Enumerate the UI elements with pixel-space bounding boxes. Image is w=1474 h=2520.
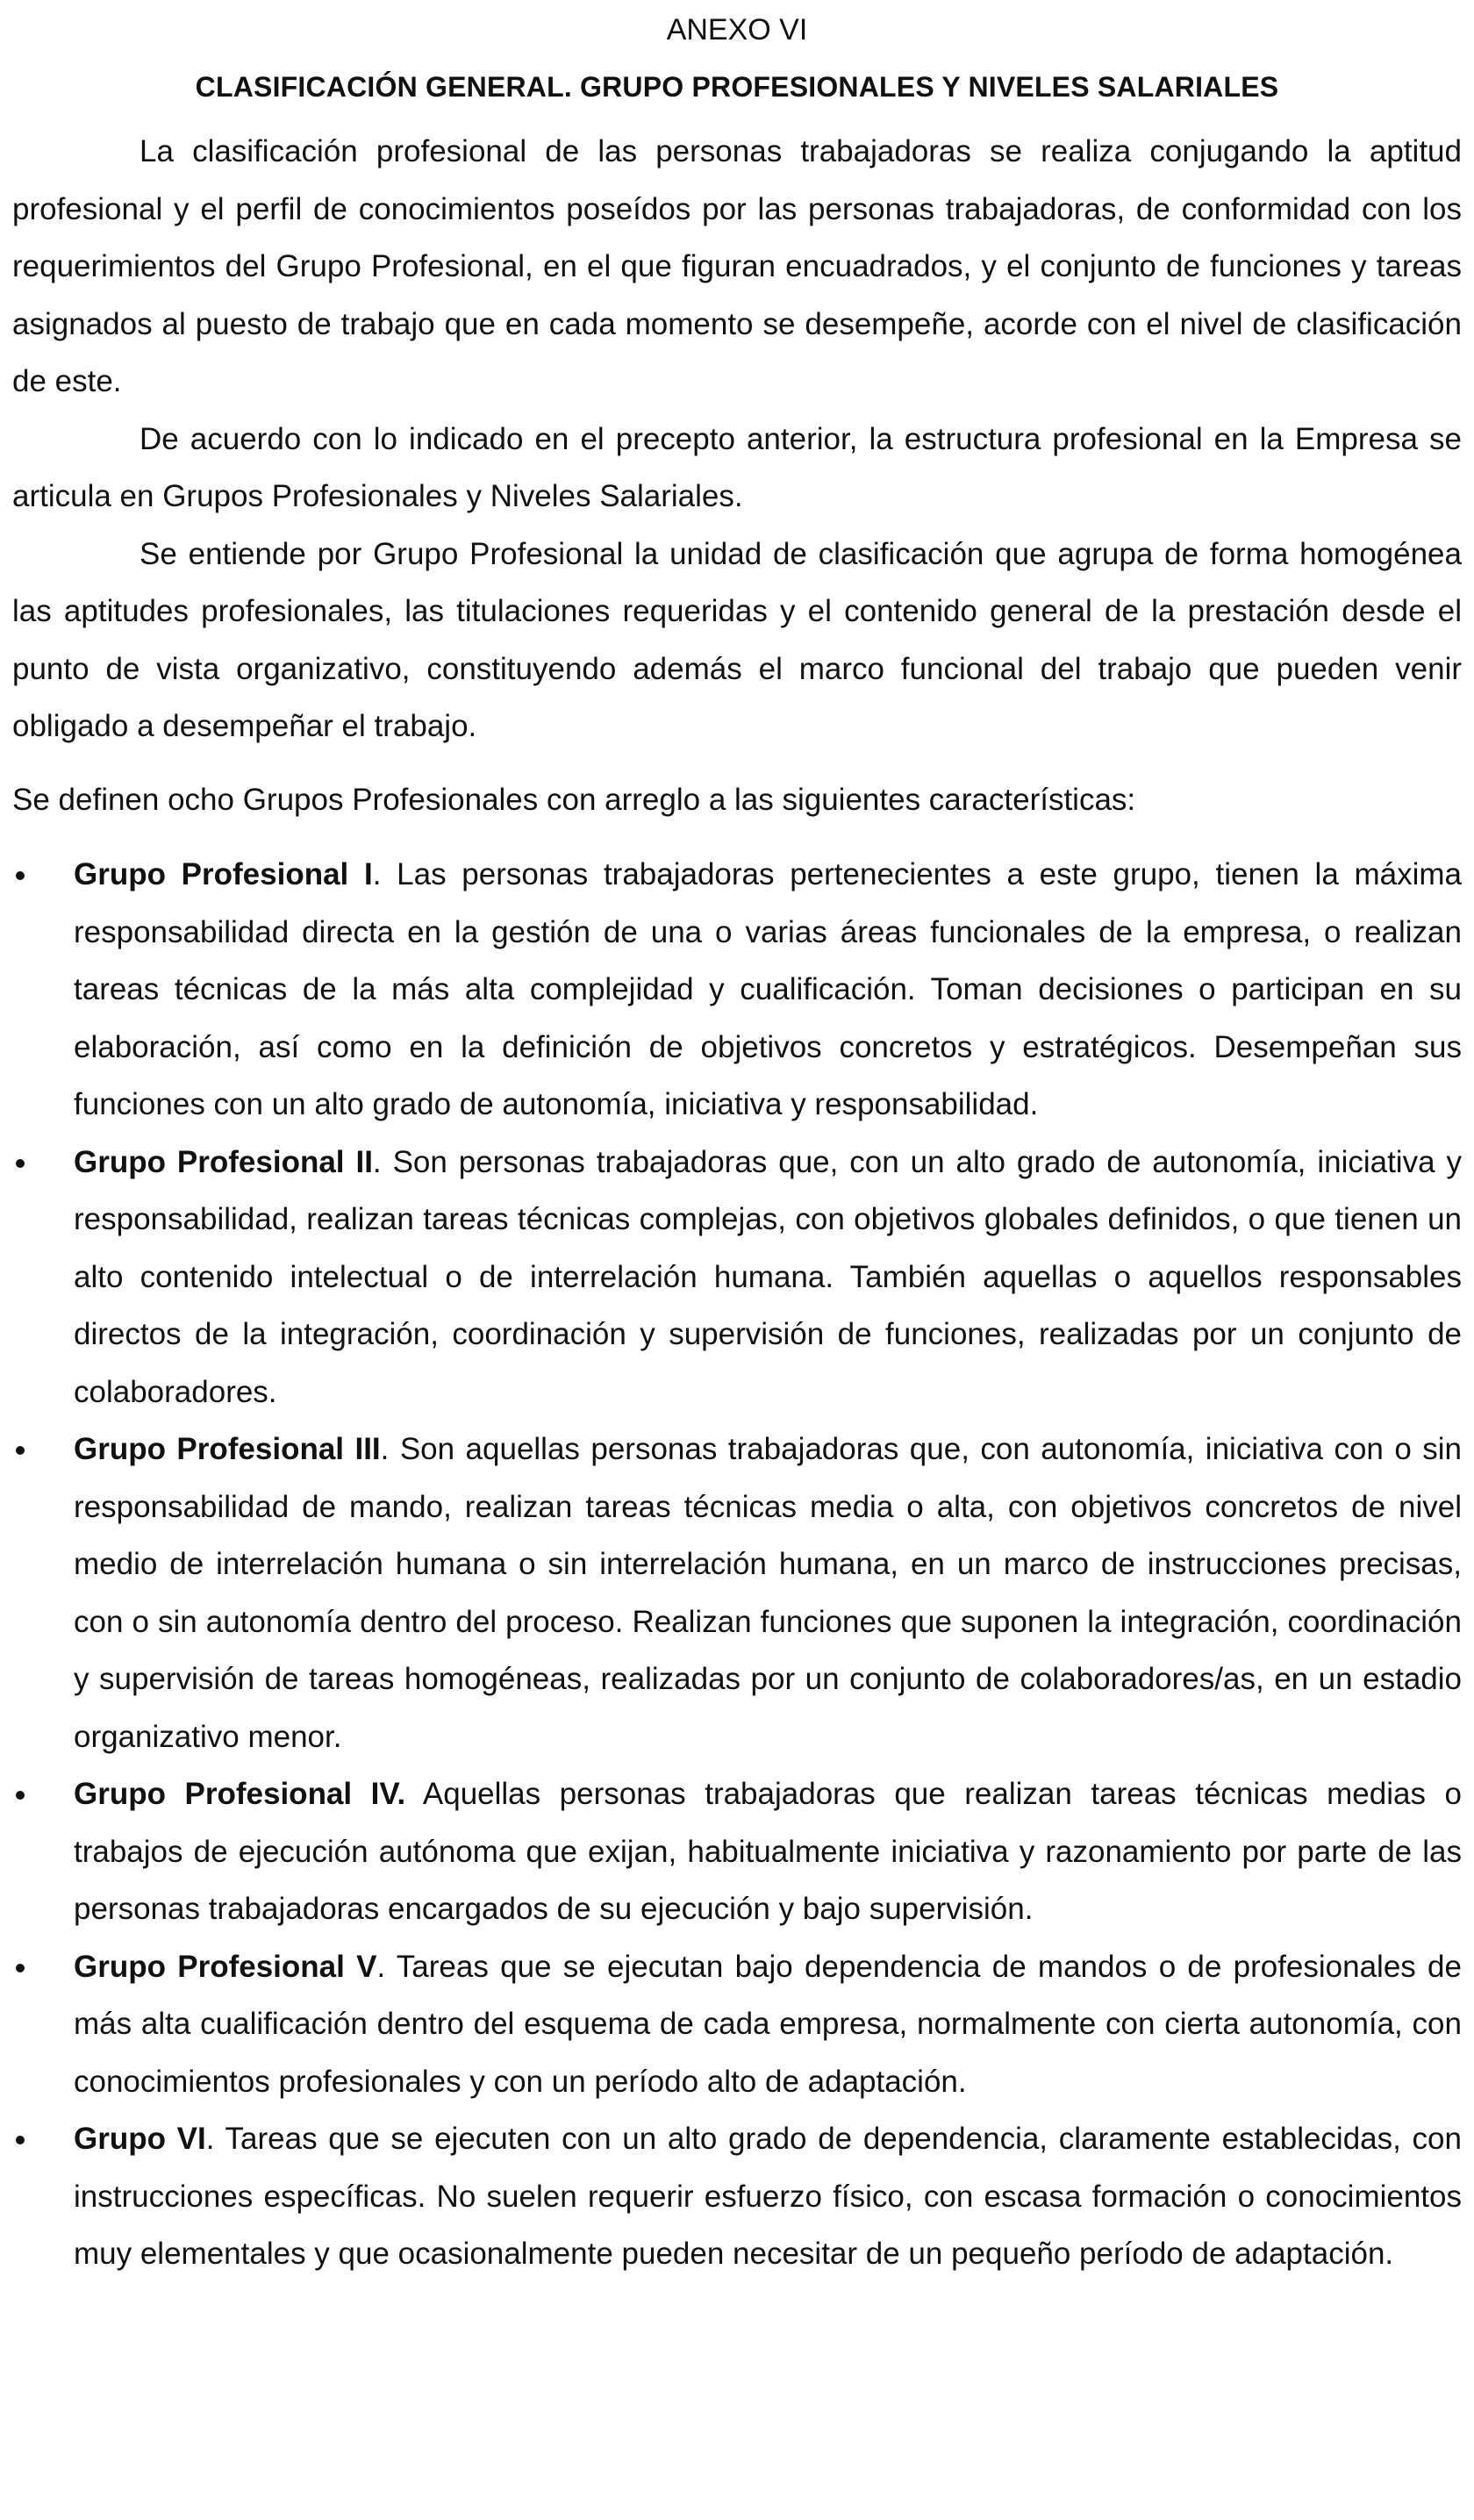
list-item-group-5 <box>12 1938 1462 2111</box>
group-name: Grupo Profesional II <box>74 1144 373 1179</box>
paragraph-definition: Se entiende por Grupo Profesional la unidad de clasificación que agrupa de forma homogénea las aptitudes profesionales, las titulaciones requeridas y el contenido general de la prestación desde el punto de vista organizativo, constituyendo además el marco funcional del trabajo que pueden venir obligado a desempeñar el trabajo. <box>12 536 1462 743</box>
groups-intro: Se definen ocho Grupos Profesionales con arreglo a las siguientes características: <box>12 782 1136 817</box>
document-page <box>12 0 1462 2283</box>
group-name: Grupo Profesional V <box>74 1949 377 1984</box>
list-item-group-6 <box>12 2110 1462 2283</box>
list-item-group-1 <box>12 846 1462 1134</box>
group-name: Grupo Profesional I <box>74 857 373 891</box>
group-description: . Son personas trabajadoras que, con un alto grado de autonomía, iniciativa y responsabilidad, realizan tareas técnicas complejas, con objetivos globales definidos, o que tienen un alto contenido intelectual o de interrelación humana. También aquellas o aquellos responsables directos de la integración, coordinación y supervisión de funciones, realizadas por un conjunto de colaboradores. <box>74 1144 1462 1409</box>
group-description: Aquellas personas trabajadoras que realizan tareas técnicas medias o trabajos de ejecución autónoma que exijan, habitualmente iniciativa y razonamiento por parte de las personas trabajadoras encargados de su ejecución y bajo supervisión. <box>74 1777 1462 1926</box>
annex-title: ANEXO VI <box>666 13 808 47</box>
group-name: Grupo Profesional IV. <box>74 1777 406 1811</box>
main-title: CLASIFICACIÓN GENERAL. GRUPO PROFESIONALES Y NIVELES SALARIALES <box>195 71 1279 103</box>
paragraph-structure: De acuerdo con lo indicado en el precepto anterior, la estructura profesional en la Empresa se articula en Grupos Profesionales y Niveles Salariales. <box>12 421 1462 513</box>
group-description: . Tareas que se ejecuten con un alto grado de dependencia, claramente establecidas, con instrucciones específicas. No suelen requerir esfuerzo físico, con escasa formación o conocimientos muy elementales y que ocasionalmente pueden necesitar de un pequeño período de adaptación. <box>74 2122 1462 2271</box>
group-description: . Son aquellas personas trabajadoras que, con autonomía, iniciativa con o sin responsabilidad de mando, realizan tareas técnicas media o alta, con objetivos concretos de nivel medio de interrelación humana o sin interrelación humana, en un marco de instrucciones precisas, con o sin autonomía dentro del proceso. Realizan funciones que suponen la integración, coordinación y supervisión de tareas homogéneas, realizadas por un conjunto de colaboradores/as, en un estadio organizativo menor. <box>74 1432 1462 1754</box>
group-name: Grupo Profesional III <box>74 1432 381 1466</box>
list-item-group-3 <box>12 1421 1462 1765</box>
group-description: . Las personas trabajadoras pertenecientes a este grupo, tienen la máxima responsabilidad directa en la gestión de una o varias áreas funcionales de la empresa, o realizan tareas técnicas de la más alta complejidad y cualificación. Toman decisiones o participan en su elaboración, así como en la definición de objetivos concretos y estratégicos. Desempeñan sus funciones con un alto grado de autonomía, iniciativa y responsabilidad. <box>74 857 1462 1121</box>
list-item-group-4 <box>12 1765 1462 1938</box>
group-name: Grupo VI <box>74 2122 206 2156</box>
paragraph-classification: La clasificación profesional de las personas trabajadoras se realiza conjugando la aptitud profesional y el perfil de conocimientos poseídos por las personas trabajadoras, de conformidad con los requerimientos del Grupo Profesional, en el que figuran encuadrados, y el conjunto de funciones y tareas asignados al puesto de trabajo que en cada momento se desempeñe, acorde con el nivel de clasificación de este. <box>12 134 1462 398</box>
list-item-group-2 <box>12 1134 1462 1421</box>
groups-list <box>12 846 1462 2283</box>
group-description: . Tareas que se ejecutan bajo dependencia de mandos o de profesionales de más alta cualificación dentro del esquema de cada empresa, normalmente con cierta autonomía, con conocimientos profesionales y con un período alto de adaptación. <box>74 1949 1462 2099</box>
